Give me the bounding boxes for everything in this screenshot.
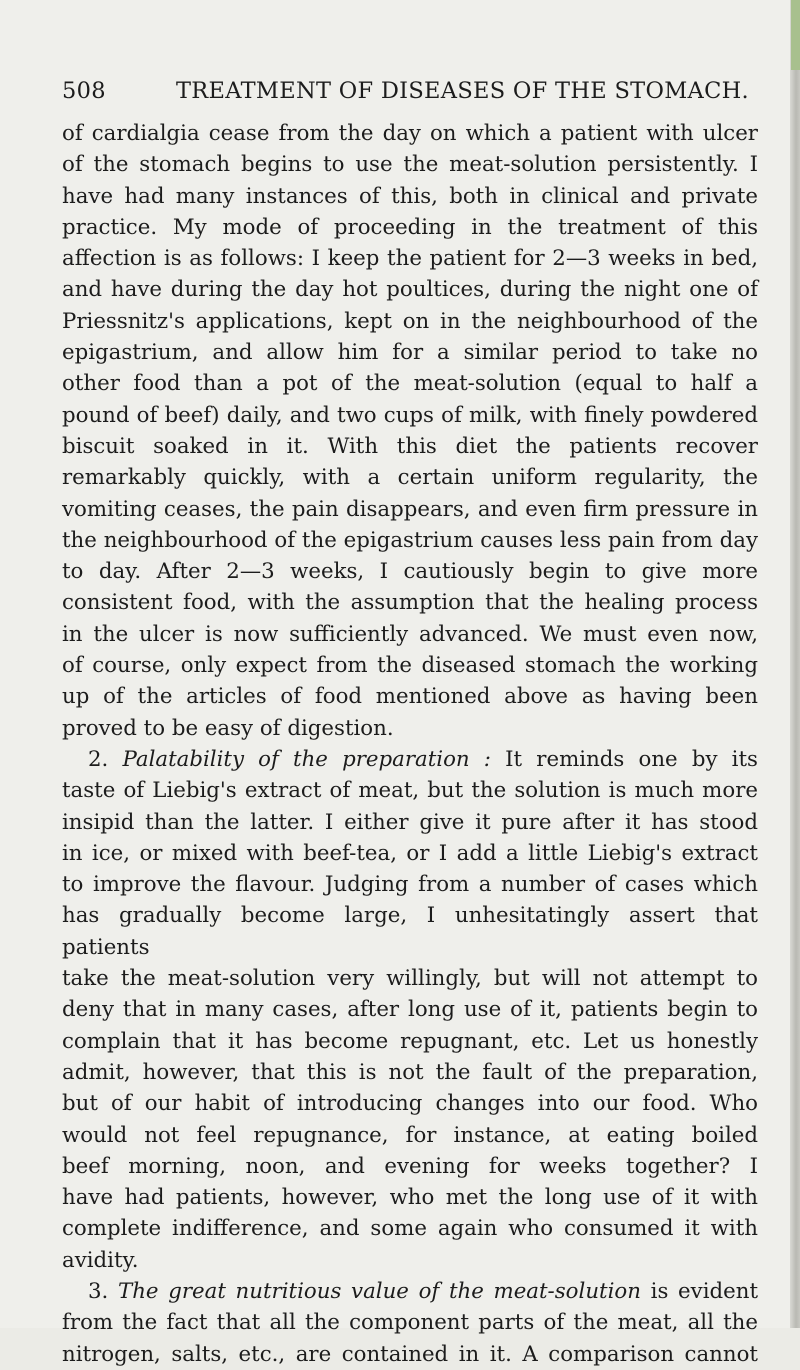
text-line: take the meat-solution very willingly, but will not attempt to [62, 966, 758, 992]
text-line: to day. After 2—3 weeks, I cautiously begin to give more [62, 559, 758, 585]
text-line: of the stomach begins to use the meat-solution persistently. I [62, 152, 758, 178]
text-line: consistent food, with the assumption that the healing process [62, 590, 758, 616]
page-edge-stain [791, 0, 800, 70]
text-line: in the ulcer is now sufficiently advanced. We must even now, [62, 621, 758, 647]
paragraph-2 [62, 744, 758, 1276]
text-line: practice. My mode of proceeding in the treatment of this [62, 214, 758, 240]
text-line [62, 744, 758, 775]
text-fragment: is evident [650, 1278, 759, 1304]
text-line: of course, only expect from the diseased stomach the working [62, 653, 758, 679]
text-line: nitrogen, salts, etc., are contained in it. A comparison cannot [62, 1341, 758, 1367]
text-line: of cardialgia cease from the day on which a patient with ulcer [62, 121, 758, 146]
section-heading: The great nutritious value of the meat-solution [118, 1278, 641, 1304]
section-number: 2. [88, 746, 109, 772]
text-line: epigastrium, and allow him for a similar period to take no [62, 340, 758, 366]
text-line: up of the articles of food mentioned above as having been [62, 684, 758, 710]
text-line: remarkably quickly, with a certain uniform regularity, the [62, 465, 758, 491]
body-text [62, 118, 758, 1370]
text-line [62, 1276, 758, 1307]
page-number: 508 [62, 78, 106, 104]
text-line: affection is as follows: I keep the patient for 2—3 weeks in bed, [62, 246, 758, 272]
text-line: pound of beef) daily, and two cups of milk, with finely powdered [62, 402, 758, 428]
page-edge [790, 0, 800, 1328]
text-line: would not feel repugnance, for instance, at eating boiled [62, 1122, 758, 1148]
text-line: has gradually become large, I unhesitatingly assert that patients [62, 903, 758, 960]
text-line: taste of Liebig's extract of meat, but the solution is much more [62, 778, 758, 804]
text-line: the neighbourhood of the epigastrium causes less pain from day [62, 527, 758, 553]
text-line: to improve the flavour. Judging from a number of cases which [62, 872, 758, 898]
text-line: other food than a pot of the meat-solution (equal to half a [62, 371, 758, 397]
paragraph-3 [62, 1276, 758, 1370]
text-line: deny that in many cases, after long use of it, patients begin to [62, 997, 758, 1023]
text-line: from the fact that all the component parts of the meat, all the [62, 1310, 758, 1336]
text-line: avidity. [62, 1247, 139, 1273]
text-line: have had patients, however, who met the long use of it with [62, 1185, 758, 1211]
text-line: insipid than the latter. I either give it pure after it has stood [62, 809, 758, 835]
text-line: admit, however, that this is not the fault of the preparation, [62, 1059, 758, 1085]
text-line: vomiting ceases, the pain disappears, and even firm pressure in [62, 496, 758, 522]
paragraph-1 [62, 118, 758, 744]
section-heading: Palatability of the preparation : [122, 746, 491, 772]
text-line: in ice, or mixed with beef-tea, or I add a little Liebig's extract [62, 840, 758, 866]
text-line: complete indifference, and some again who consumed it with [62, 1216, 758, 1242]
text-line: and have during the day hot poultices, during the night one of [62, 277, 758, 303]
text-line: complain that it has become repugnant, etc. Let us honestly [62, 1028, 758, 1054]
page-header [62, 70, 752, 110]
text-line: Priessnitz's applications, kept on in the neighbourhood of the [62, 308, 758, 334]
text-line: proved to be easy of digestion. [62, 715, 394, 741]
text-line: beef morning, noon, and evening for weeks together? I [62, 1153, 758, 1179]
section-number: 3. [88, 1278, 109, 1304]
text-line: but of our habit of introducing changes into our food. Who [62, 1091, 758, 1117]
text-line: have had many instances of this, both in clinical and private [62, 183, 758, 209]
text-fragment: It reminds one by its [505, 746, 758, 772]
running-title: TREATMENT OF DISEASES OF THE STOMACH. [176, 78, 749, 104]
text-line: biscuit soaked in it. With this diet the patients recover [62, 433, 758, 459]
